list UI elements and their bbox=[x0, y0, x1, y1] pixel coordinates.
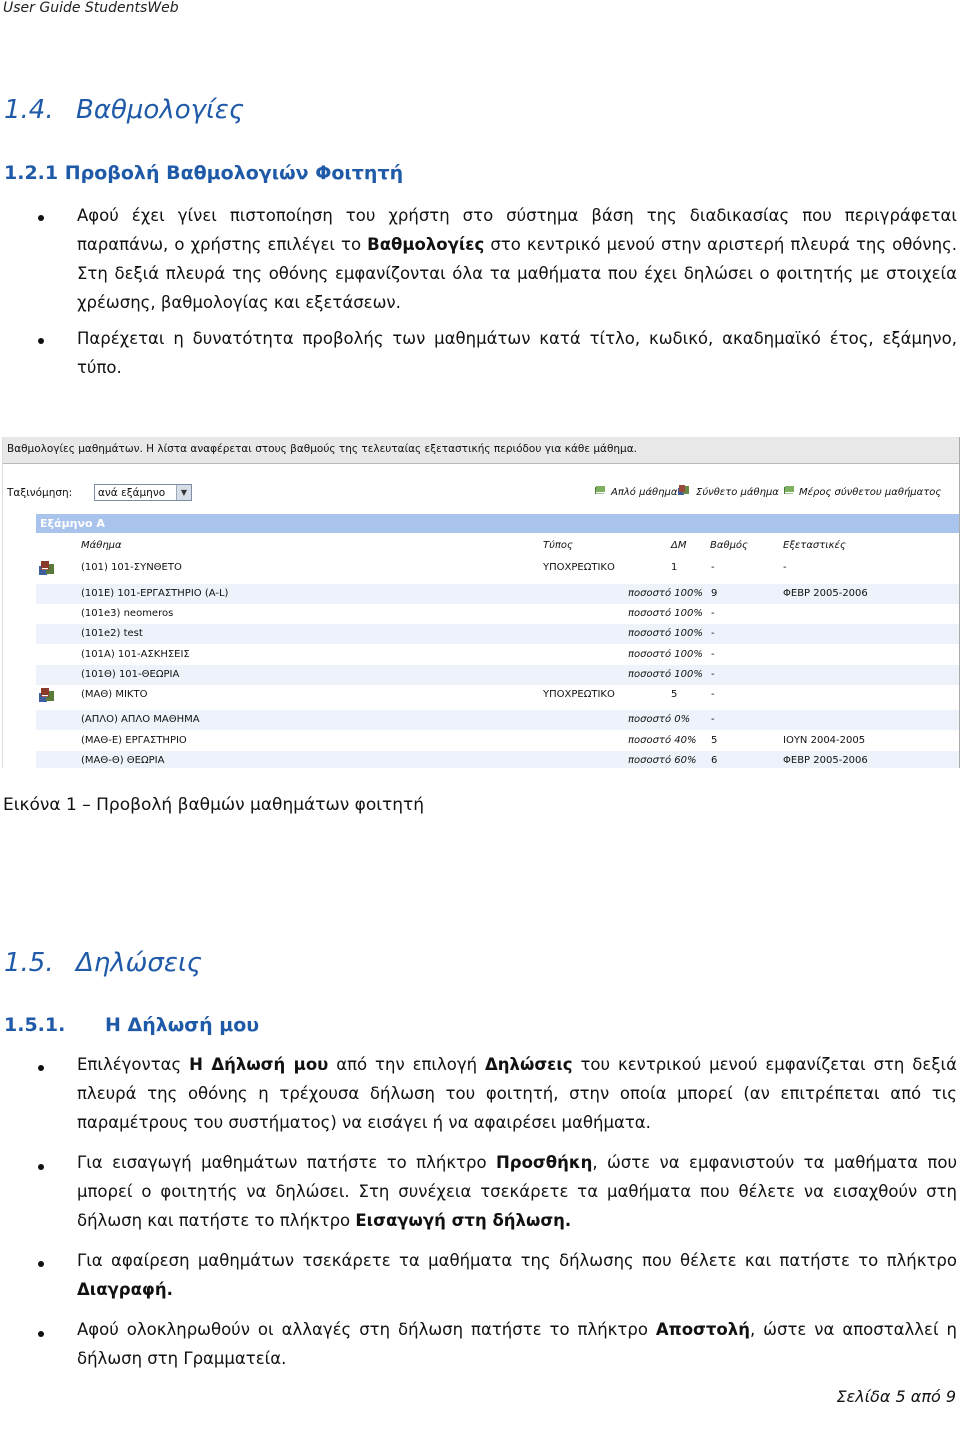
column-header-grade: Βαθμός bbox=[710, 540, 748, 551]
semester-bar: Εξάμηνο Α bbox=[36, 514, 959, 533]
exam-period-cell: ΦΕΒΡ 2005-2006 bbox=[783, 588, 868, 599]
course-cell: (101e2) test bbox=[81, 628, 143, 639]
bullet-dot bbox=[38, 215, 44, 221]
table-row bbox=[36, 710, 959, 730]
bold-term: Αποστολή bbox=[655, 1320, 750, 1339]
grade-cell: 5 bbox=[711, 735, 718, 746]
table-row bbox=[36, 665, 959, 685]
dm-cell: 1 bbox=[671, 562, 678, 573]
column-header-dm: ΔΜ bbox=[671, 540, 687, 551]
section-number: 1.5. bbox=[4, 948, 54, 978]
bullet-dot bbox=[38, 1164, 44, 1170]
text-run: Αφού ολοκληρωθούν οι αλλαγές στη δήλωση πατήστε το πλήκτρο bbox=[77, 1320, 656, 1339]
text-run: , ώστε να αποσταλλεί η δήλωση στη Γραμματεία. bbox=[77, 1320, 957, 1368]
text-run: Αφού έχει γίνει πιστοποίηση του χρήστη στο σύστημα βάση της διαδικασίας που περιγράφεται παραπάνω, ο χρήστης επιλέγει το bbox=[77, 206, 957, 254]
text-run: στο κεντρικό μενού στην αριστερή πλευρά της οθόνης. Στη δεξιά πλευρά της οθόνης εμφανίζονται όλα τα μαθήματα που έχει δηλώσει ο φοιτητής με στοιχεία χρέωσης, βαθμολογίας και εξετάσεων. bbox=[77, 235, 957, 312]
column-header-type: Τύπος bbox=[543, 540, 573, 551]
subsection-heading-1-5-1: 1.5.1. Η Δήλωσή μου bbox=[4, 1014, 260, 1036]
column-header-course: Μάθημα bbox=[81, 540, 122, 551]
section-title: Βαθμολογίες bbox=[76, 95, 245, 125]
grade-cell: 9 bbox=[711, 588, 718, 599]
figure-caption: Εικόνα 1 – Προβολή βαθμών μαθημάτων φοιτητή bbox=[3, 795, 424, 815]
table-row bbox=[36, 751, 959, 768]
percentage-cell: ποσοστό 100% bbox=[628, 669, 703, 680]
course-cell: (101e3) neomeros bbox=[81, 608, 174, 619]
paragraph-remove-courses bbox=[77, 1246, 957, 1304]
percentage-cell: ποσοστό 40% bbox=[628, 735, 697, 746]
text-run: , ώστε να εμφανιστούν τα μαθήματα που μπορεί ο φοιτητής να δηλώσει. Στη συνέχεια τσεκάρετε τα μαθήματα που θέλετε να εισαχθούν στη δήλωση και πατήστε το πλήκτρο bbox=[77, 1153, 957, 1230]
table-row bbox=[36, 645, 959, 665]
text-run: Για εισαγωγή μαθημάτων πατήστε το πλήκτρο bbox=[77, 1153, 496, 1172]
bold-term: Η Δήλωσή μου bbox=[189, 1055, 329, 1074]
course-cell: (101E) 101-ΕΡΓΑΣΤΗΡΙΟ (A-L) bbox=[81, 588, 229, 599]
bold-term: Δηλώσεις bbox=[485, 1055, 573, 1074]
percentage-cell: ποσοστό 60% bbox=[628, 755, 697, 766]
paragraph-send-declaration bbox=[77, 1315, 957, 1373]
course-cell: (ΑΠΛΟ) ΑΠΛΟ ΜΑΘΗΜΑ bbox=[81, 714, 200, 725]
text-run: Επιλέγοντας bbox=[77, 1055, 190, 1074]
sort-select[interactable] bbox=[94, 484, 192, 501]
legend-composite-course: Σύνθετο μάθημα bbox=[696, 487, 779, 498]
grade-cell: - bbox=[711, 562, 715, 573]
grade-cell: 6 bbox=[711, 755, 718, 766]
screenshot-title: Βαθμολογίες μαθημάτων. Η λίστα αναφέρεται στους βαθμούς της τελευταίας εξεταστικής περιόδου για κάθε μάθημα. bbox=[3, 437, 959, 464]
running-header: User Guide StudentsWeb bbox=[3, 0, 179, 16]
course-cell: (ΜΑΘ-Ε) ΕΡΓΑΣΤΗΡΙΟ bbox=[81, 735, 187, 746]
percentage-cell: ποσοστό 100% bbox=[628, 649, 703, 660]
grades-screenshot bbox=[2, 437, 960, 768]
bullet-dot bbox=[38, 1065, 44, 1071]
books-icon bbox=[678, 484, 690, 496]
course-cell: (101Θ) 101-ΘΕΩΡΙΑ bbox=[81, 669, 180, 680]
type-cell: ΥΠΟΧΡΕΩΤΙΚΟ bbox=[543, 689, 615, 700]
grade-cell: - bbox=[711, 608, 715, 619]
exam-period-cell: ΙΟΥΝ 2004-2005 bbox=[783, 735, 866, 746]
percentage-cell: ποσοστό 0% bbox=[628, 714, 691, 725]
section-title: Δηλώσεις bbox=[76, 948, 203, 978]
paragraph-grades-intro bbox=[77, 201, 957, 317]
course-cell: (ΜΑΘ) ΜΙΚΤΟ bbox=[81, 689, 148, 700]
page-number: Σελίδα 5 από 9 bbox=[836, 1387, 956, 1406]
books-icon bbox=[39, 560, 56, 576]
paragraph-add-courses bbox=[77, 1148, 957, 1235]
grade-cell: - bbox=[711, 628, 715, 639]
percentage-cell: ποσοστό 100% bbox=[628, 588, 703, 599]
legend-simple-course: Απλό μάθημα bbox=[611, 487, 678, 498]
subsection-heading-1-2-1: 1.2.1 Προβολή Βαθμολογιών Φοιτητή bbox=[4, 162, 404, 184]
bullet-dot bbox=[38, 1261, 44, 1267]
sort-label: Ταξινόμηση: bbox=[7, 487, 73, 499]
paragraph-view-options: Παρέχεται η δυνατότητα προβολής των μαθημάτων κατά τίτλο, κωδικό, ακαδημαϊκό έτος, εξάμηνο, τύπο. bbox=[77, 329, 957, 377]
percentage-cell: ποσοστό 100% bbox=[628, 608, 703, 619]
paragraph-my-declaration bbox=[77, 1050, 957, 1137]
table-row bbox=[36, 731, 959, 751]
grade-cell: - bbox=[711, 714, 715, 725]
bold-term: Βαθμολογίες bbox=[367, 235, 485, 254]
legend-course-part: Μέρος σύνθετου μαθήματος bbox=[799, 487, 942, 498]
bold-term: Προσθήκη bbox=[495, 1153, 593, 1172]
table-row bbox=[36, 604, 959, 624]
table-row bbox=[36, 558, 959, 578]
percentage-cell: ποσοστό 100% bbox=[628, 628, 703, 639]
text-run: του κεντρικού μενού εμφανίζεται στη δεξιά πλευρά της οθόνης η τρέχουσα δήλωση του φοιτητή, στην οποία μπορεί (αν επιτρέπεται από τις παραμέτρους του συστήματος) να εισάγει ή να αφαιρέσει μαθήματα. bbox=[77, 1055, 957, 1132]
table-row bbox=[36, 685, 959, 705]
text-run: από την επιλογή bbox=[328, 1055, 486, 1074]
bullet-dot bbox=[38, 1331, 44, 1337]
chevron-down-icon[interactable]: ▼ bbox=[176, 485, 191, 500]
section-heading-1-4 bbox=[4, 95, 244, 125]
course-cell: (ΜΑΘ-Θ) ΘΕΩΡΙΑ bbox=[81, 755, 165, 766]
column-header-exams: Εξεταστικές bbox=[783, 540, 846, 551]
bold-term: Εισαγωγή στη δήλωση. bbox=[355, 1211, 572, 1230]
table-row bbox=[36, 584, 959, 604]
text-run: Για αφαίρεση μαθημάτων τσεκάρετε τα μαθήματα της δήλωσης που θέλετε και πατήστε το πλήκτρο bbox=[77, 1251, 957, 1270]
exam-period-cell: - bbox=[783, 562, 787, 573]
grade-cell: - bbox=[711, 669, 715, 680]
exam-period-cell: ΦΕΒΡ 2005-2006 bbox=[783, 755, 868, 766]
type-cell: ΥΠΟΧΡΕΩΤΙΚΟ bbox=[543, 562, 615, 573]
table-row bbox=[36, 624, 959, 644]
bullet-dot bbox=[38, 338, 44, 344]
dm-cell: 5 bbox=[671, 689, 678, 700]
book-part-icon bbox=[783, 484, 795, 496]
books-icon bbox=[39, 687, 56, 703]
grade-cell: - bbox=[711, 689, 715, 700]
grade-cell: - bbox=[711, 649, 715, 660]
bold-term: Διαγραφή. bbox=[77, 1280, 173, 1299]
sort-value: ανά εξάμηνο bbox=[98, 487, 166, 499]
course-cell: (101A) 101-ΑΣΚΗΣΕΙΣ bbox=[81, 649, 190, 660]
section-heading-1-5 bbox=[4, 948, 202, 978]
book-icon bbox=[594, 484, 606, 496]
section-number: 1.4. bbox=[4, 95, 54, 125]
course-cell: (101) 101-ΣΥΝΘΕΤΟ bbox=[81, 562, 182, 573]
